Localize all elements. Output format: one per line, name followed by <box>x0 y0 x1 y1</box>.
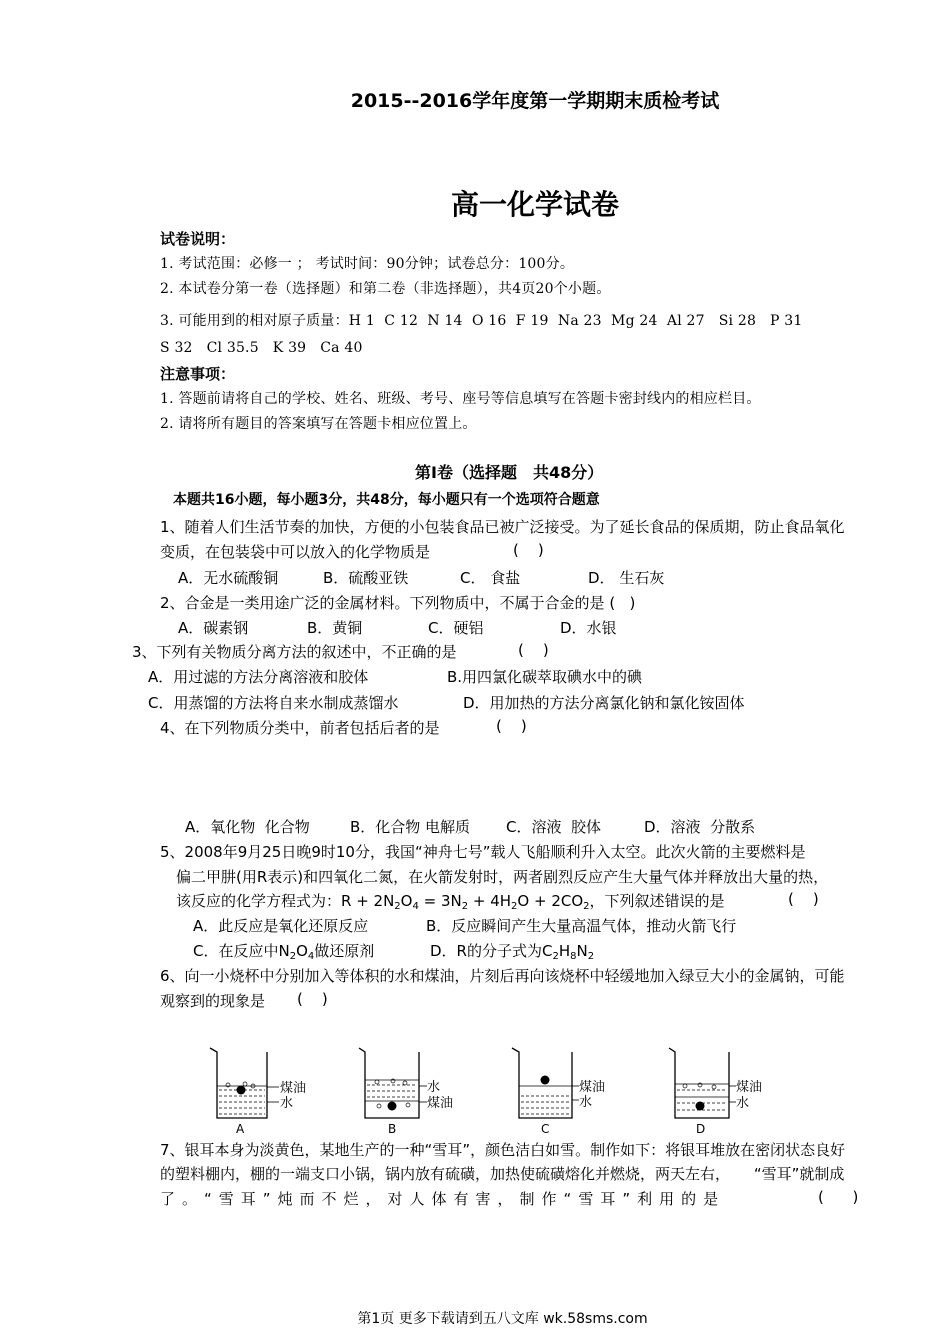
question-5-option-d <box>430 940 594 961</box>
option-text: D．R的分子式为C <box>430 942 553 960</box>
question-1-stem-cont: 变质，在包装袋中可以放入的化学物质是 <box>160 543 431 561</box>
question-1-option-c: C． 食盐 <box>460 569 521 587</box>
beaker-b-label: B <box>388 1122 397 1135</box>
question-2-option-b: B．黄铜 <box>307 619 363 637</box>
question-3-option-d: D．用加热的方法分离氯化钠和氯化铵固体 <box>463 694 745 712</box>
option-text: 做还原剂 <box>314 942 375 960</box>
question-2-option-a: A．碳素钢 <box>178 619 249 637</box>
option-text: O <box>296 942 308 960</box>
subscript: 4 <box>307 951 315 962</box>
equation-part: ，下列叙述错误的是 <box>589 892 725 910</box>
question-3-bracket: ( ) <box>518 641 549 659</box>
question-4-option-d: D．溶液 分散系 <box>644 818 756 836</box>
notices-heading: 注意事项： <box>160 365 236 383</box>
subscript: 2 <box>461 901 469 912</box>
beaker-d <box>669 1048 762 1135</box>
question-5-option-b: B．反应瞬间产生大量高温气体，推动火箭飞行 <box>426 917 737 935</box>
part1-description: 本题共16小题，每小题3分，共48分，每小题只有一个选项符合题意 <box>173 492 600 508</box>
equation-part: O + 2CO <box>517 892 584 910</box>
option-text: N <box>576 942 588 960</box>
part1-title: 第Ⅰ卷（选择题 共48分） <box>415 463 604 482</box>
beaker-b-top-label: 水 <box>427 1080 441 1095</box>
question-4-stem: 4、在下列物质分类中，前者包括后者的是 <box>160 719 440 737</box>
beaker-d-top-label: 煤油 <box>736 1080 763 1095</box>
question-4-option-a: A．氧化物 化合物 <box>185 818 310 836</box>
question-5-bracket: ( ) <box>788 890 819 908</box>
subscript: 2 <box>587 951 595 962</box>
question-6-stem-cont: 观察到的现象是 <box>160 992 266 1010</box>
beaker-d-bottom-label: 水 <box>736 1096 750 1111</box>
option-text: H <box>558 942 571 960</box>
question-1-bracket: ( ) <box>513 541 544 559</box>
exam-title: 高一化学试卷 <box>450 188 619 221</box>
subscript: 2 <box>289 951 297 962</box>
instruction-item: 1. 考试范围：必修一 ； 考试时间：90分钟；试卷总分：100分。 <box>160 256 575 272</box>
question-6-stem: 6、向一小烧杯中分别加入等体积的水和煤油，片刻后再向该烧杯中轻缓地加入绿豆大小的金属钠，可能 <box>160 967 845 985</box>
question-1-stem: 1、随着人们生活节奏的加快，方便的小包装食品已被广泛接受。为了延长食品的保质期，防止食品氧化 <box>160 518 845 536</box>
question-4-option-c: C．溶液 胶体 <box>506 818 602 836</box>
notice-item: 2. 请将所有题目的答案填写在答题卡相应位置上。 <box>160 416 477 432</box>
question-1-option-d: D． 生石灰 <box>588 569 665 587</box>
equation-part: + 4H <box>468 892 512 910</box>
question-5-option-c <box>193 940 374 961</box>
question-7-stem: 7、银耳本身为淡黄色，某地生产的一种“雪耳”，颜色洁白如雪。制作如下：将银耳堆放在密闭状态良好 <box>160 1141 846 1159</box>
question-5-option-a: A．此反应是氧化还原反应 <box>193 917 369 935</box>
question-7-stem-end: 了。“雪耳”炖而不烂，对人体有害，制作“雪耳”利用的是 <box>160 1190 726 1208</box>
question-7-stem-cont: 的塑料棚内，棚的一端支口小锅，锅内放有硫磺，加热使硫磺熔化并燃烧，两天左右， “雪耳”就制成 <box>160 1165 845 1183</box>
question-7-bracket: ( ) <box>818 1188 859 1206</box>
option-text: C．在反应中N <box>193 942 290 960</box>
equation-part: = 3N <box>418 892 462 910</box>
question-1-option-b: B．硫酸亚铁 <box>323 569 409 587</box>
exam-header-title: 2015--2016学年度第一学期期末质检考试 <box>350 90 720 112</box>
equation-part: O <box>400 892 413 910</box>
question-2-option-c: C．硬铝 <box>428 619 484 637</box>
subscript: 2 <box>583 901 590 912</box>
subscript: 4 <box>412 901 419 912</box>
subscript: 2 <box>394 901 401 912</box>
instruction-item: S 32 Cl 35.5 K 39 Ca 40 <box>160 340 363 356</box>
question-5-stem-cont: 偏二甲肼(用R表示)和四氧化二氮，在火箭发射时，两者剧烈反应产生大量气体并释放出大量的热， <box>176 868 829 886</box>
beaker-c-bottom-label: 水 <box>579 1095 593 1110</box>
page-footer: 第1页 更多下载请到五八文库 wk.58sms.com <box>357 1311 648 1327</box>
question-5-equation-line <box>176 890 725 911</box>
equation-part: 该反应的化学方程式为：R + 2N <box>176 892 395 910</box>
beaker-a-bottom-label: 水 <box>280 1096 294 1111</box>
instruction-item: 3. 可能用到的相对原子质量：H 1 C 12 N 14 O 16 F 19 Na 23 Mg 24 Al 27 Si 28 P 31 <box>160 313 803 329</box>
beaker-diagrams <box>195 1040 795 1135</box>
subscript: 2 <box>511 901 518 912</box>
instruction-item: 2. 本试卷分第一卷（选择题）和第二卷（非选择题），共4页20个小题。 <box>160 281 611 297</box>
question-2-option-d: D．水银 <box>560 619 617 637</box>
question-3-stem: 3、下列有关物质分离方法的叙述中，不正确的是 <box>132 643 457 661</box>
beaker-a-top-label: 煤油 <box>280 1081 307 1096</box>
beaker-c-label: C <box>541 1122 550 1135</box>
question-5-stem: 5、2008年9月25日晚9时10分，我国“神舟七号”载人飞船顺利升入太空。此次火箭的主要燃料是 <box>160 843 806 861</box>
subscript: 8 <box>570 951 577 962</box>
question-3-option-b: B.用四氯化碳萃取碘水中的碘 <box>447 668 643 686</box>
question-3-option-a: A．用过滤的方法分离溶液和胶体 <box>148 668 369 686</box>
question-1-option-a: A．无水硫酸铜 <box>178 569 279 587</box>
question-3-option-c: C．用蒸馏的方法将自来水制成蒸馏水 <box>148 694 399 712</box>
beaker-c-top-label: 煤油 <box>579 1080 606 1095</box>
subscript: 2 <box>552 951 559 962</box>
beaker-a <box>210 1048 306 1135</box>
question-2-stem: 2、合金是一类用途广泛的金属材料。下列物质中，不属于合金的是 ( ) <box>160 594 636 612</box>
beaker-b-bottom-label: 煤油 <box>427 1096 454 1111</box>
beaker-c <box>512 1048 605 1135</box>
instructions-heading: 试卷说明： <box>160 230 236 248</box>
question-6-bracket: ( ) <box>297 990 328 1008</box>
beaker-d-label: D <box>696 1122 706 1135</box>
question-4-option-b: B．化合物 电解质 <box>350 818 471 836</box>
question-4-bracket: ( ) <box>496 717 527 735</box>
notice-item: 1. 答题前请将自己的学校、姓名、班级、考号、座号等信息填写在答题卡密封线内的相应栏目。 <box>160 391 761 407</box>
beaker-b <box>359 1048 453 1135</box>
beaker-a-label: A <box>236 1122 245 1135</box>
